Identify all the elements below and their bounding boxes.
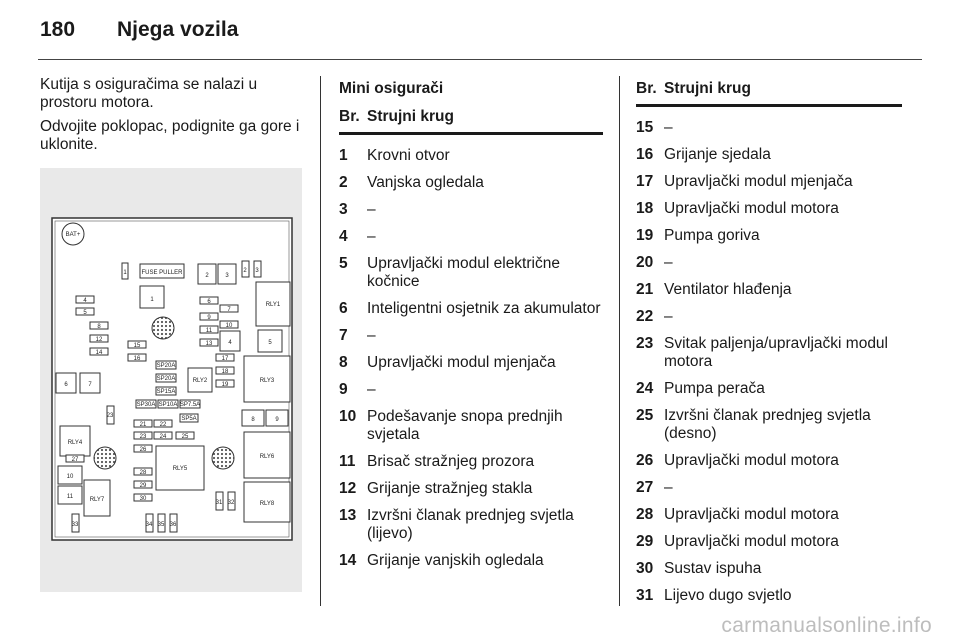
header-divider [38,59,922,60]
svg-text:RLY8: RLY8 [259,501,275,507]
svg-text:2: 2 [243,268,247,274]
table-row [339,474,603,501]
svg-text:17: 17 [221,356,229,362]
fuse-table-left [339,80,603,573]
svg-text:5: 5 [83,310,87,316]
svg-text:33: 33 [71,522,79,528]
svg-text:4: 4 [83,298,87,304]
column-header-number: Br. [636,80,657,97]
table-row [339,294,603,321]
fuse-number: 12 [339,480,357,497]
svg-text:4: 4 [228,340,232,346]
table-row [339,348,603,375]
svg-text:SP5A: SP5A [181,416,197,422]
table-row [339,321,603,348]
svg-text:1: 1 [150,297,154,303]
svg-text:31: 31 [215,500,223,506]
circuit-name: – [664,479,673,496]
page-title: Njega vozila [117,18,239,41]
table-row [339,222,603,249]
svg-text:28: 28 [139,470,147,476]
table-row [636,194,902,221]
fuse-number: 21 [636,281,654,298]
svg-text:SP20A: SP20A [156,363,176,369]
table-row [339,402,603,447]
svg-text:RLY1: RLY1 [265,302,281,308]
fuse-number: 13 [339,507,357,524]
svg-text:21: 21 [139,422,147,428]
circuit-name: Podešavanje snopa prednjih svjetala [367,408,563,443]
svg-text:3: 3 [225,273,229,279]
svg-text:13: 13 [205,341,213,347]
fuse-number: 8 [339,354,348,371]
svg-text:FUSE PULLER: FUSE PULLER [141,270,183,276]
circuit-name: Izvršni članak prednjeg svjetla (lijevo) [367,507,574,542]
svg-text:6: 6 [64,382,68,388]
table-row [339,135,603,168]
svg-text:14: 14 [95,350,103,356]
circuit-name: – [664,119,673,136]
table-row [339,249,603,294]
circuit-name: Grijanje stražnjeg stakla [367,480,533,497]
svg-text:SP15A: SP15A [156,389,176,395]
table-row [636,140,902,167]
svg-text:7: 7 [227,307,231,313]
table-row [636,329,902,374]
circuit-name: Krovni otvor [367,147,450,164]
fuse-number: 2 [339,174,348,191]
table-row [636,527,902,554]
table-header [339,108,603,135]
table-row [339,168,603,195]
table-row [636,221,902,248]
svg-text:RLY4: RLY4 [67,440,83,446]
svg-text:1: 1 [123,270,127,276]
fuse-number: 17 [636,173,654,190]
column-divider-right [619,76,620,606]
svg-text:32: 32 [227,500,235,506]
circuit-name: – [367,228,376,245]
table-body [339,135,603,573]
fuse-number: 28 [636,506,654,523]
fuse-number: 10 [339,408,357,425]
svg-text:18: 18 [221,369,229,375]
svg-text:23: 23 [106,413,114,419]
circuit-name: Upravljački modul motora [664,200,839,217]
svg-text:5: 5 [268,340,272,346]
table-row [636,500,902,527]
fuse-number: 14 [339,552,357,569]
circuit-name: Inteligentni osjetnik za akumulator [367,300,601,317]
table-row [636,446,902,473]
svg-text:10: 10 [225,323,233,329]
fuse-number: 18 [636,200,654,217]
fuse-number: 15 [636,119,654,136]
circuit-name: Lijevo dugo svjetlo [664,587,792,604]
table-row [636,581,902,608]
svg-text:RLY5: RLY5 [172,466,188,472]
circuit-name: – [367,327,376,344]
svg-text:3: 3 [255,268,259,274]
svg-text:SP30A: SP30A [136,402,156,408]
circuit-name: Vanjska ogledala [367,174,484,191]
column-header-circuit: Strujni krug [664,80,751,97]
fuse-box-diagram [40,168,302,592]
fuse-number: 30 [636,560,654,577]
circuit-name: Upravljački modul motora [664,506,839,523]
watermark: carmanualsonline.info [721,614,932,637]
column-divider-left [320,76,321,606]
fuse-number: 25 [636,407,654,424]
svg-text:SP10A: SP10A [158,402,178,408]
svg-text:15: 15 [133,343,141,349]
table-row [339,501,603,546]
svg-text:11: 11 [66,494,74,500]
table-row [636,554,902,581]
svg-text:19: 19 [221,382,229,388]
circuit-name: Grijanje sjedala [664,146,771,163]
svg-text:12: 12 [95,337,103,343]
table-row [339,375,603,402]
circuit-name: Upravljački modul električne kočnice [367,255,560,290]
circuit-name: Upravljački modul motora [664,533,839,550]
svg-text:11: 11 [205,328,213,334]
svg-text:29: 29 [139,483,147,489]
circuit-name: Pumpa perača [664,380,765,397]
table-row [636,374,902,401]
fuse-number: 20 [636,254,654,271]
table-row [339,195,603,222]
svg-text:25: 25 [181,434,189,440]
fuse-number: 19 [636,227,654,244]
circuit-name: Sustav ispuha [664,560,762,577]
fuse-table-right [636,80,902,608]
fuse-number: 7 [339,327,348,344]
circuit-name: Grijanje vanjskih ogledala [367,552,544,569]
svg-text:SP7.5A: SP7.5A [179,402,201,408]
fuse-number: 26 [636,452,654,469]
svg-text:SP20A: SP20A [156,376,176,382]
circuit-name: – [367,201,376,218]
fuse-box-drawing [40,168,302,592]
circuit-name: Upravljački modul motora [664,452,839,469]
table-row [636,275,902,302]
svg-text:26: 26 [139,447,147,453]
circuit-name: – [664,254,673,271]
circuit-name: Brisač stražnjeg prozora [367,453,535,470]
svg-text:22: 22 [159,422,167,428]
svg-text:27: 27 [71,457,79,463]
column-header-circuit: Strujni krug [367,108,454,125]
svg-text:2: 2 [205,273,209,279]
circuit-name: Upravljački modul mjenjača [664,173,853,190]
circuit-name: Pumpa goriva [664,227,760,244]
table-header [636,80,902,107]
circuit-name: Upravljački modul mjenjača [367,354,556,371]
svg-text:34: 34 [145,522,153,528]
circuit-name: Ventilator hlađenja [664,281,792,298]
svg-text:36: 36 [169,522,177,528]
fuse-number: 1 [339,147,348,164]
svg-text:16: 16 [133,356,141,362]
circuit-name: Svitak paljenja/upravljački modul motora [664,335,889,370]
circuit-name: – [367,381,376,398]
fuse-number: 11 [339,453,356,470]
table-row [636,107,902,140]
table-row [636,473,902,500]
page-number: 180 [40,18,76,41]
svg-text:RLY2: RLY2 [192,378,208,384]
section-heading: Mini osigurači [339,80,444,97]
fuse-number: 31 [636,587,654,604]
table-row [339,447,603,474]
fuse-number: 16 [636,146,654,163]
table-row [636,248,902,275]
svg-text:35: 35 [157,522,165,528]
svg-text:9: 9 [207,315,211,321]
fuse-number: 22 [636,308,654,325]
svg-text:RLY6: RLY6 [259,454,275,460]
svg-text:8: 8 [251,417,255,423]
svg-text:6: 6 [207,299,211,305]
fuse-number: 6 [339,300,348,317]
column-header-number: Br. [339,108,360,125]
svg-text:RLY7: RLY7 [89,497,105,503]
svg-text:7: 7 [88,382,92,388]
intro-paragraph-location: Kutija s osiguračima se nalazi u prostoru motora. [40,76,258,111]
table-row [636,167,902,194]
circuit-name: – [664,308,673,325]
table-row [636,401,902,446]
table-row [339,546,603,573]
fuse-number: 4 [339,228,348,245]
svg-text:10: 10 [66,474,74,480]
fuse-number: 3 [339,201,348,218]
svg-text:RLY3: RLY3 [259,378,275,384]
fuse-number: 9 [339,381,348,398]
svg-text:BAT+: BAT+ [65,232,81,238]
svg-text:23: 23 [139,434,147,440]
circuit-name: Izvršni članak prednjeg svjetla (desno) [664,407,871,442]
table-body [636,107,902,608]
intro-paragraph-cover: Odvojite poklopac, podignite ga gore i uklonite. [40,118,300,153]
fuse-number: 5 [339,255,348,272]
fuse-number: 24 [636,380,654,397]
svg-text:24: 24 [159,434,167,440]
fuse-number: 27 [636,479,654,496]
svg-text:9: 9 [275,417,279,423]
fuse-number: 29 [636,533,654,550]
svg-text:30: 30 [139,496,147,502]
table-row [636,302,902,329]
svg-text:8: 8 [97,324,101,330]
intro-column [40,76,306,160]
fuse-number: 23 [636,335,654,352]
